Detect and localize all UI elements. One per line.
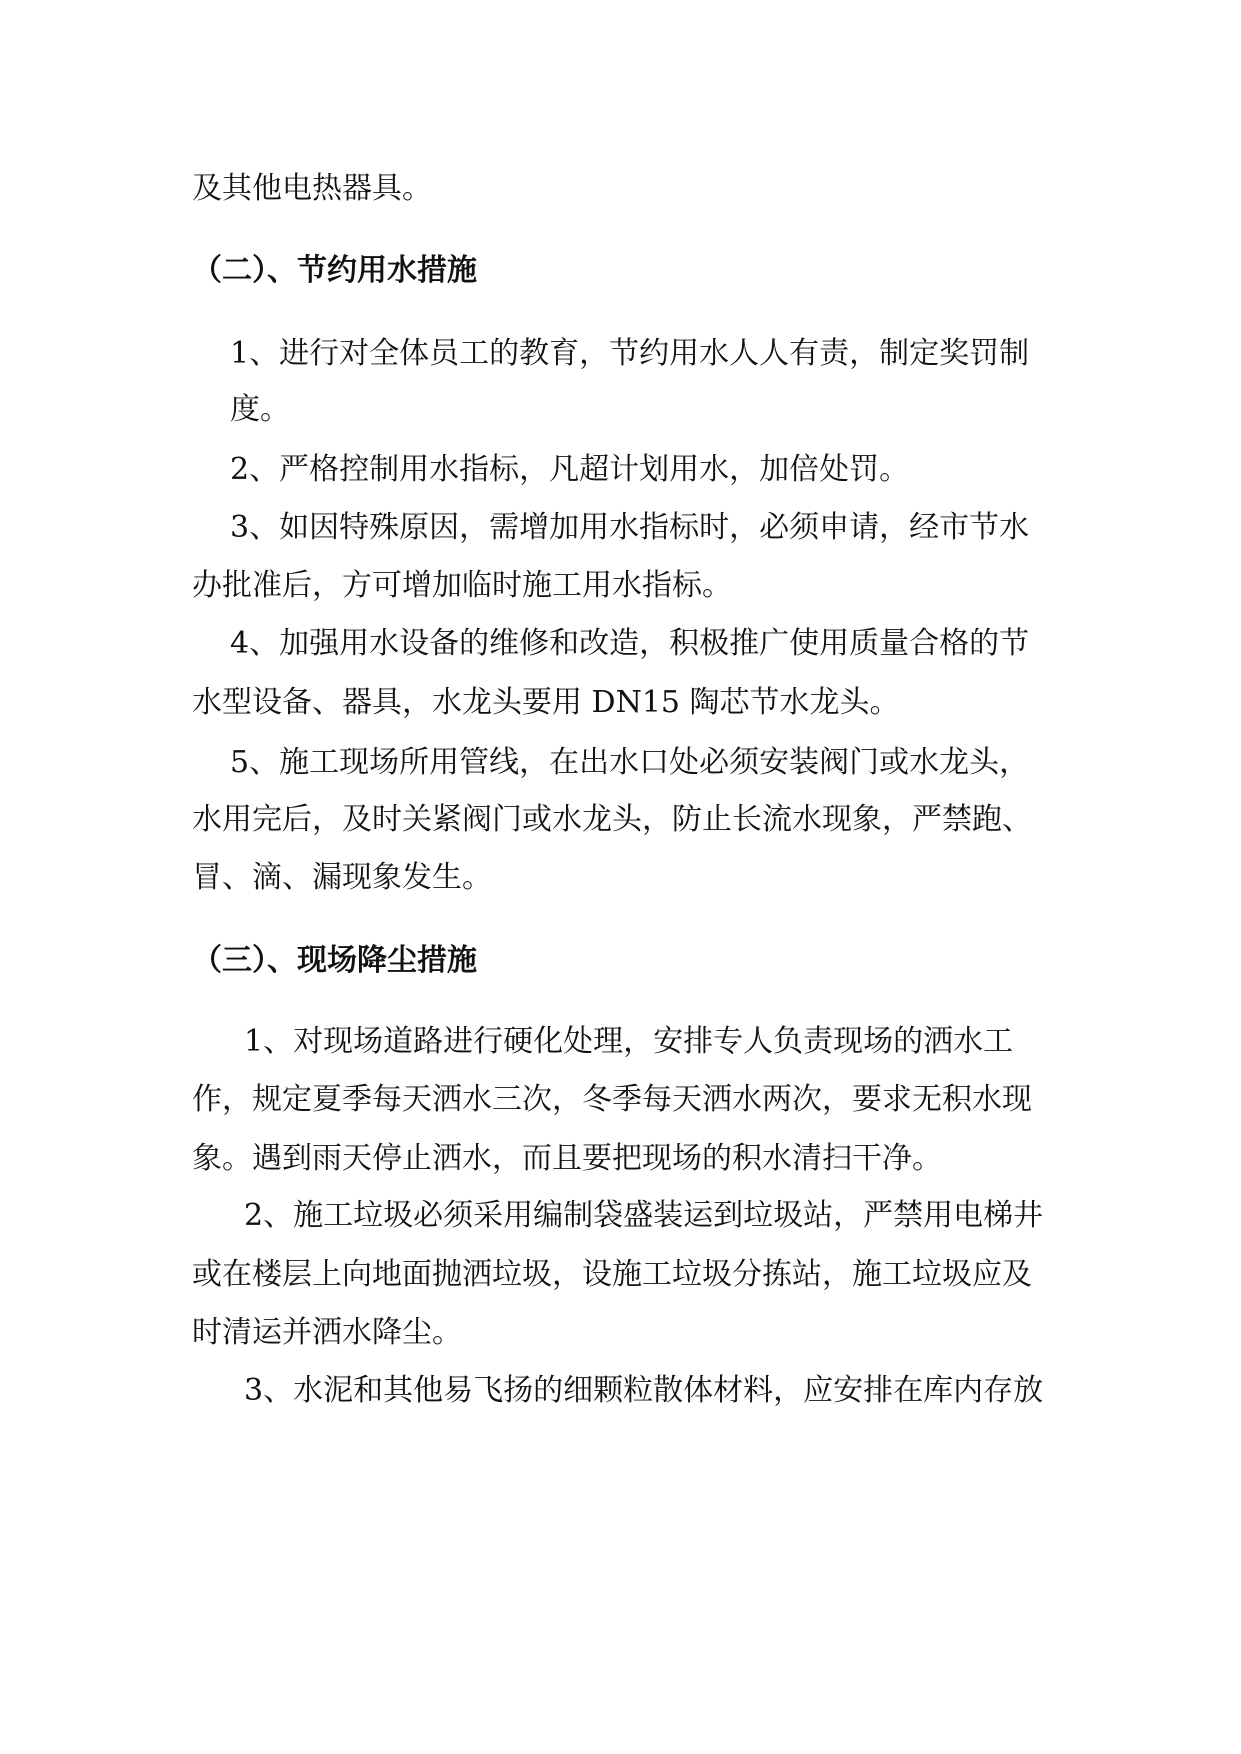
paragraph-1-line-1: 1、进行对全体员工的教育，节约用水人人有责，制定奖罚制: [230, 336, 1030, 371]
paragraph-5-line-1: 5、施工现场所用管线，在出水口处必须安装阀门或水龙头，: [230, 745, 1030, 780]
paragraph-2-line-1: 2、严格控制用水指标，凡超计划用水，加倍处罚。: [230, 452, 910, 487]
paragraph-5-line-2: 水用完后，及时关紧阀门或水龙头，防止长流水现象，严禁跑、: [192, 802, 1032, 837]
paragraph-7-line-1: 2、施工垃圾必须采用编制袋盛装运到垃圾站，严禁用电梯井: [244, 1198, 1044, 1233]
paragraph-6-line-1: 1、对现场道路进行硬化处理，安排专人负责现场的洒水工: [244, 1024, 1014, 1059]
paragraph-6-line-2: 作，规定夏季每天洒水三次，冬季每天洒水两次，要求无积水现: [192, 1082, 1032, 1117]
paragraph-4-line-2: 水型设备、器具，水龙头要用 DN15 陶芯节水龙头。: [192, 685, 900, 720]
paragraph-1-line-2: 度。: [230, 392, 290, 427]
section-heading-water-saving: （二）、节约用水措施: [192, 253, 477, 288]
paragraph-5-line-3: 冒、滴、漏现象发生。: [192, 860, 492, 895]
paragraph-4-line-1: 4、加强用水设备的维修和改造，积极推广使用质量合格的节: [230, 626, 1030, 661]
section-heading-dust-reduction: （三）、现场降尘措施: [192, 943, 477, 978]
paragraph-3-line-1: 3、如因特殊原因，需增加用水指标时，必须申请，经市节水: [230, 510, 1030, 545]
paragraph-6-line-3: 象。遇到雨天停止洒水，而且要把现场的积水清扫干净。: [192, 1141, 942, 1176]
paragraph-7-line-2: 或在楼层上向地面抛洒垃圾，设施工垃圾分拣站，施工垃圾应及: [192, 1257, 1032, 1292]
paragraph-7-line-3: 时清运并洒水降尘。: [192, 1315, 462, 1350]
paragraph-8-line-1: 3、水泥和其他易飞扬的细颗粒散体材料，应安排在库内存放: [244, 1373, 1044, 1408]
text-line: 及其他电热器具。: [192, 171, 432, 206]
paragraph-3-line-2: 办批准后，方可增加临时施工用水指标。: [192, 568, 732, 603]
